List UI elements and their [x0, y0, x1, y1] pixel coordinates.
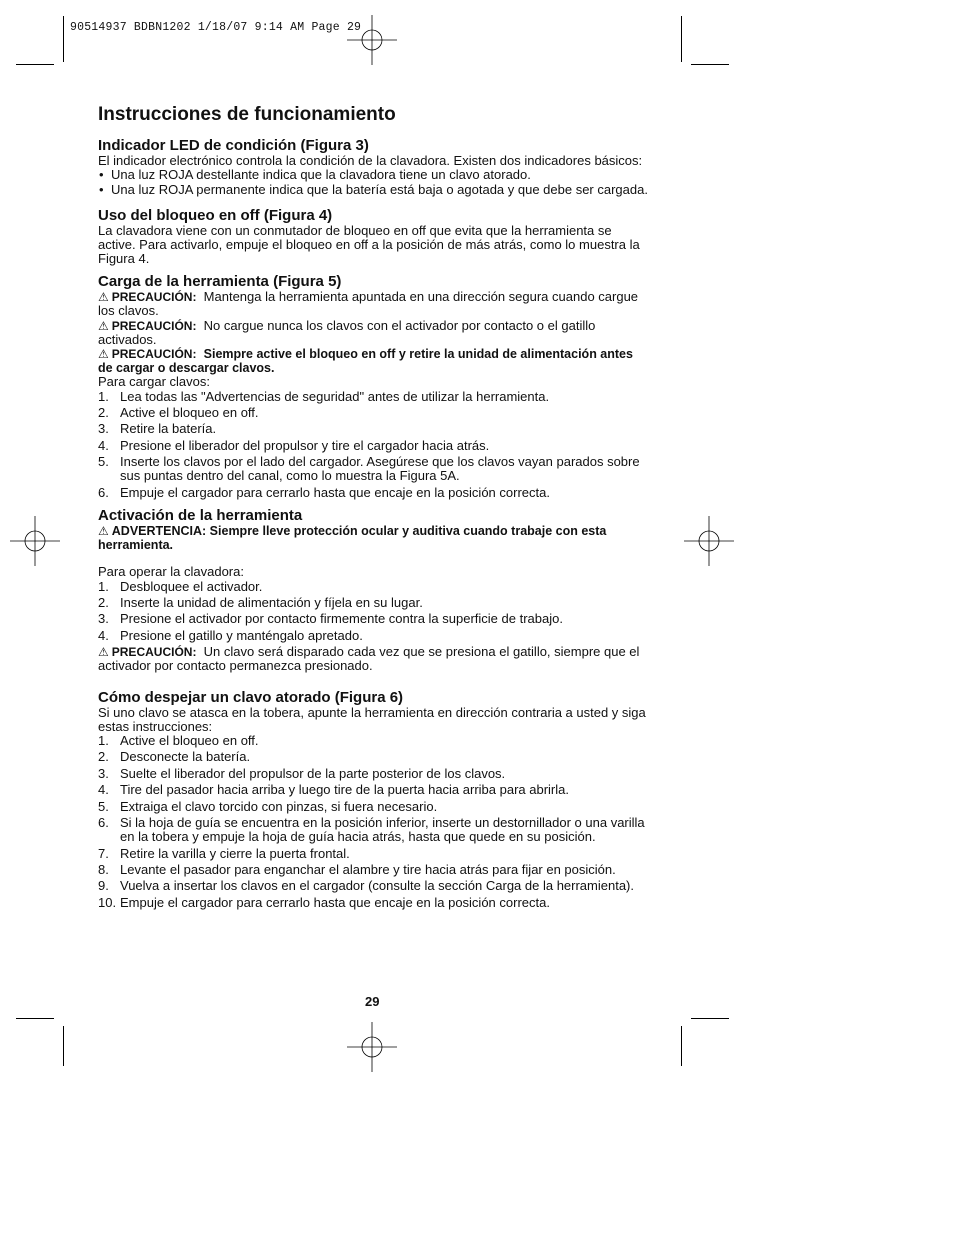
warning-triangle-icon: ⚠: [98, 318, 109, 333]
crop-mark: [691, 1018, 729, 1019]
section-heading: Cómo despejar un clavo atorado (Figura 6): [98, 688, 404, 706]
list-item: 2. Active el bloqueo en off.: [98, 405, 259, 421]
list-item: 1. Active el bloqueo en off.: [98, 732, 259, 748]
section-heading: Carga de la herramienta (Figura 5): [98, 273, 342, 291]
list-item: 3. Retire la batería.: [98, 421, 217, 437]
caution-note: ⚠ PRECAUCIÓN: Un clavo será disparado cada vez que se presiona el gatillo, siempre que el activador por contacto permanezca presionado.: [98, 644, 640, 674]
registration-mark-icon: [684, 516, 734, 566]
paragraph: La clavadora viene con un conmutador de bloqueo en off que evita que la herramienta se active. Para activarlo, empuje el bloqueo en off a la posición de más atrás, como lo muestra la Figura 4.: [98, 222, 640, 267]
crop-mark: [63, 1026, 64, 1066]
crop-mark: [681, 16, 682, 62]
warning-triangle-icon: ⚠: [98, 645, 109, 660]
section-led: [98, 138, 650, 198]
page-title: Instrucciones de funcionamiento: [98, 104, 396, 125]
section-heading: Uso del bloqueo en off (Figura 4): [98, 206, 333, 224]
list-item: • Una luz ROJA destellante indica que la clavadora tiene un clavo atorado.: [99, 167, 531, 183]
steps-list: [98, 734, 650, 910]
section-activate: [98, 508, 650, 674]
registration-mark-icon: [347, 15, 397, 65]
crop-mark: [691, 64, 729, 65]
list-item: 6. Empuje el cargador para cerrarlo hasta que encaje en la posición correcta.: [98, 484, 550, 500]
list-item: 4. Presione el liberador del propulsor y tire el cargador hacia atrás.: [98, 437, 490, 453]
paragraph: El indicador electrónico controla la condición de la clavadora. Existen dos indicadores básicos:: [98, 153, 643, 168]
warning-triangle-icon: ⚠: [98, 290, 109, 305]
list-item: • Una luz ROJA permanente indica que la batería está baja o agotada y que debe ser cargada.: [99, 182, 648, 198]
list-item: 5. Inserte los clavos por el lado del cargador. Asegúrese que los clavos vayan parados sobre sus puntas dentro del canal, como lo muestra la Figura 5A.: [98, 454, 640, 484]
section-heading: Activación de la herramienta: [98, 507, 303, 524]
crop-mark: [681, 1026, 682, 1066]
list-item: 8. Levante el pasador para enganchar el alambre y tire hacia atrás para fijar en posición.: [98, 861, 616, 877]
list-item: 2. Desconecte la batería.: [98, 749, 251, 765]
steps-list: [98, 580, 650, 643]
list-item: 10. Empuje el cargador para cerrarlo hasta que encaje en la posición correcta.: [98, 894, 550, 910]
list-item: 3. Presione el activador por contacto firmemente contra la superficie de trabajo.: [98, 611, 563, 627]
crop-mark: [16, 1018, 54, 1019]
caution-note: ⚠ PRECAUCIÓN: Mantenga la herramienta apuntada en una dirección segura cuando cargue los clavos.: [98, 289, 639, 319]
registration-mark-icon: [10, 516, 60, 566]
paragraph: Para cargar clavos:: [98, 374, 210, 390]
list-item: 9. Vuelva a insertar los clavos en el cargador (consulte la sección Carga de la herramienta).: [98, 878, 635, 894]
warning-triangle-icon: ⚠: [98, 347, 109, 362]
page-content: [98, 104, 650, 918]
list-item: 1. Lea todas las "Advertencias de seguridad" antes de utilizar la herramienta.: [98, 388, 550, 404]
list-item: 1. Desbloquee el activador.: [98, 578, 263, 594]
list-item: 3. Suelte el liberador del propulsor de la parte posterior de los clavos.: [98, 765, 506, 781]
section-load: [98, 274, 650, 500]
list-item: 4. Tire del pasador hacia arriba y luego tire de la puerta hacia arriba para abrirla.: [98, 782, 569, 798]
section-jam: [98, 690, 650, 910]
list-item: 4. Presione el gatillo y manténgalo apretado.: [98, 627, 363, 643]
list-item: 2. Inserte la unidad de alimentación y fíjela en su lugar.: [98, 595, 423, 610]
crop-mark: [16, 64, 54, 65]
section-lock: [98, 208, 650, 267]
list-item: 5. Extraiga el clavo torcido con pinzas, si fuera necesario.: [98, 798, 438, 814]
bullet-icon: •: [99, 167, 104, 183]
paragraph: Si uno clavo se atasca en la tobera, apunte la herramienta en dirección contraria a usted y siga estas instrucciones:: [98, 704, 646, 734]
warning-triangle-icon: ⚠: [98, 524, 109, 538]
page-number: 29: [365, 994, 380, 1009]
steps-list: [98, 390, 650, 500]
print-slug: 90514937 BDBN1202 1/18/07 9:14 AM Page 29: [70, 21, 362, 34]
list-item: 6. Si la hoja de guía se encuentra en la posición inferior, inserte un destornillador o una varilla en la tobera y empuje la hoja de guía hacia atrás, hasta que quede en su posición.: [98, 814, 645, 845]
registration-mark-icon: [347, 1022, 397, 1072]
caution-note: ⚠ PRECAUCIÓN: Siempre active el bloqueo en off y retire la unidad de alimentación antes de cargar o descargar clavos.: [98, 347, 633, 376]
section-heading: Indicador LED de condición (Figura 3): [98, 137, 369, 154]
bullet-icon: •: [99, 182, 104, 198]
crop-mark: [63, 16, 64, 62]
paragraph: Para operar la clavadora:: [98, 564, 244, 580]
list-item: 7. Retire la varilla y cierre la puerta frontal.: [98, 845, 350, 861]
bullet-list: [98, 168, 650, 197]
caution-note: ⚠ PRECAUCIÓN: No cargue nunca los clavos con el activador por contacto o el gatillo activados.: [98, 317, 596, 347]
warning-note: ⚠ ADVERTENCIA: Siempre lleve protección ocular y auditiva cuando trabaje con esta herramienta.: [98, 524, 607, 553]
